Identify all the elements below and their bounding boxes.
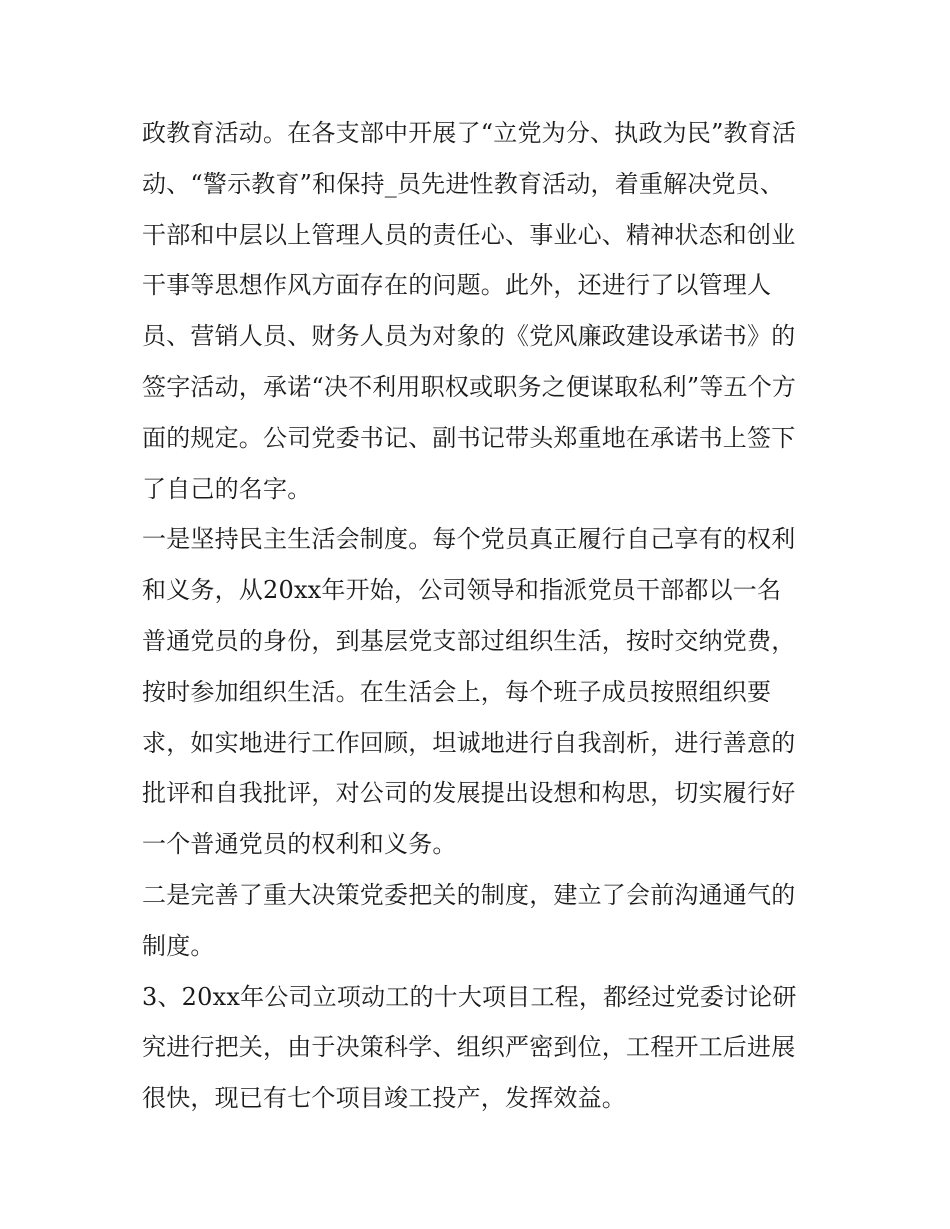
- text-line: 批评和自我批评，对公司的发展提出设想和构思，切实履行好: [142, 779, 796, 808]
- text-line: 一是坚持民主生活会制度。每个党员真正履行自己享有的权利: [142, 525, 796, 554]
- text-line: 面的规定。公司党委书记、副书记带头郑重地在承诺书上签下: [142, 423, 796, 452]
- paragraph-3: [142, 870, 822, 972]
- text-line: 干事等思想作风方面存在的问题。此外，还进行了以管理人: [142, 271, 772, 300]
- text-line: 3、20xx年公司立项动工的十大项目工程，都经过党委讨论研: [142, 982, 797, 1011]
- text-line: 究进行把关，由于决策科学、组织严密到位，工程开工后进展: [142, 1033, 796, 1062]
- text-line: 动、“警示教育”和保持_员先进性教育活动，着重解决党员、: [142, 169, 785, 198]
- text-line: 员、营销人员、财务人员为对象的《党风廉政建设承诺书》的: [142, 322, 796, 351]
- document-body: [142, 108, 822, 1124]
- text-line: 按时参加组织生活。在生活会上，每个班子成员按照组织要: [142, 677, 772, 706]
- text-line: 签字活动，承诺“决不利用职权或职务之便谋取私利”等五个方: [142, 372, 797, 401]
- paragraph-4: [142, 972, 822, 1124]
- paragraph-1: [142, 108, 822, 514]
- text-line: 了自己的名字。: [142, 474, 312, 503]
- text-line: 制度。: [142, 931, 215, 960]
- text-line: 二是完善了重大决策党委把关的制度，建立了会前沟通通气的: [142, 880, 796, 909]
- text-line: 一个普通党员的权利和义务。: [142, 830, 457, 859]
- text-line: 求，如实地进行工作回顾，坦诚地进行自我剖析，进行善意的: [142, 728, 796, 757]
- text-line: 很快，现已有七个项目竣工投产，发挥效益。: [142, 1084, 626, 1113]
- text-line: 政教育活动。在各支部中开展了“立党为分、执政为民”教育活: [142, 119, 797, 147]
- text-line: 普通党员的身份，到基层党支部过组织生活，按时交纳党费，: [142, 626, 796, 655]
- text-line: 干部和中层以上管理人员的责任心、事业心、精神状态和创业: [142, 220, 796, 249]
- paragraph-2: [142, 514, 822, 870]
- text-line: 和义务，从20xx年开始，公司领导和指派党员干部都以一名: [142, 576, 782, 605]
